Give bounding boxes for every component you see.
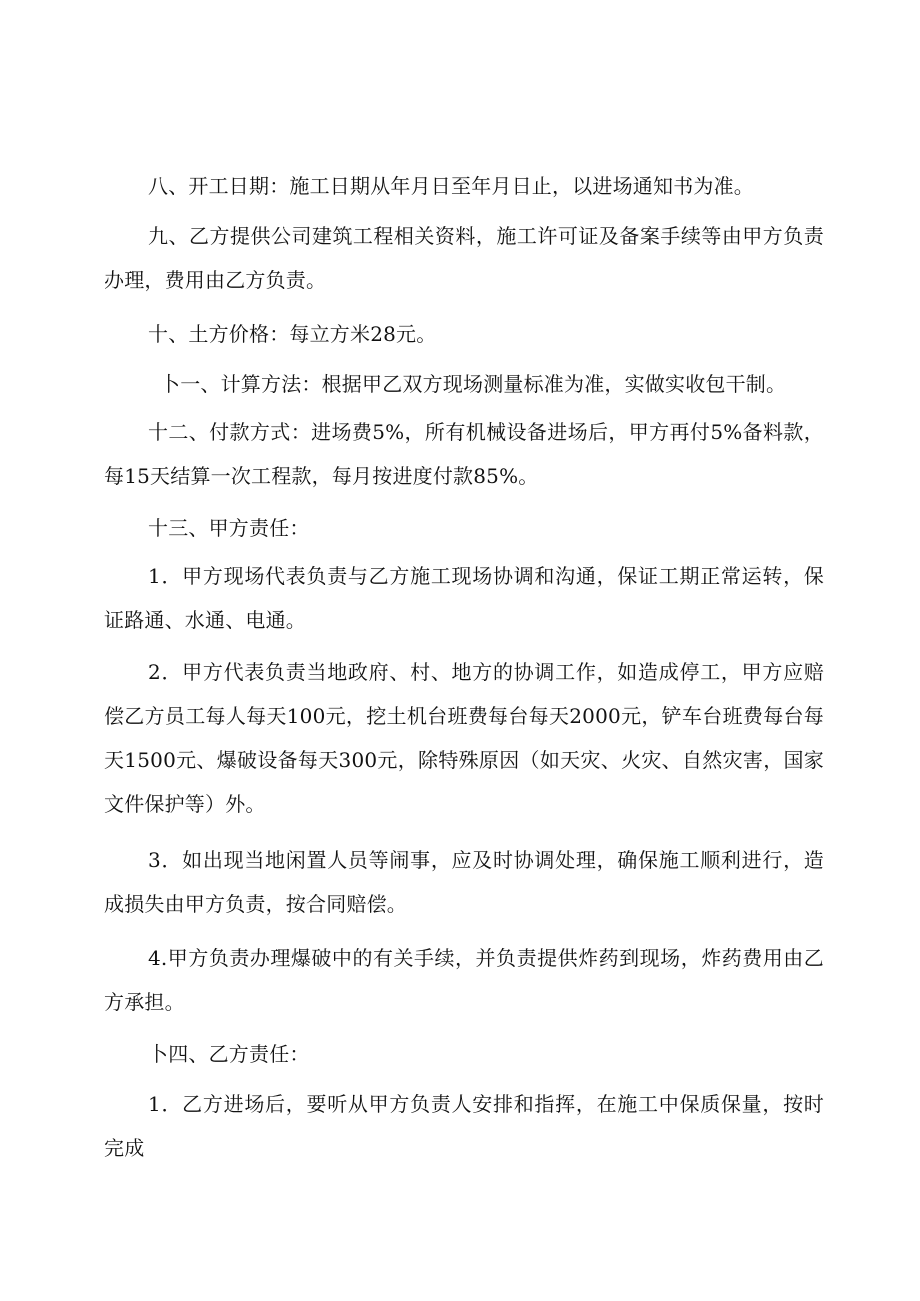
clause-10-earthwork-price: 十、土方价格：每立方米28元。 bbox=[148, 322, 437, 346]
clause-12-payment-method: 十二、付款方式：进场费5%，所有机械设备进场后，甲方再付5%备料款，每15天结算一次工程款，每月按进度付款85%。 bbox=[104, 420, 824, 488]
clause-13-party-a-heading: 十三、甲方责任： bbox=[148, 516, 310, 540]
party-a-item-3: 3．如出现当地闲置人员等闹事，应及时协调处理，确保施工顺利进行，造成损失由甲方负责，按合同赔偿。 bbox=[104, 848, 824, 916]
clause-11-calculation-method: 卜一、计算方法：根据甲乙双方现场测量标准为准，实做实收包干制。 bbox=[160, 372, 787, 396]
clause-14-party-b-heading: 卜四、乙方责任： bbox=[148, 1042, 310, 1066]
party-a-item-1: 1．甲方现场代表负责与乙方施工现场协调和沟通，保证工期正常运转，保证路通、水通、电通。 bbox=[104, 564, 824, 632]
party-a-item-4: 4.甲方负责办理爆破中的有关手续，并负责提供炸药到现场，炸药费用由乙方承担。 bbox=[104, 946, 824, 1014]
party-b-item-1: 1．乙方进场后，要听从甲方负责人安排和指挥，在施工中保质保量，按时完成 bbox=[104, 1092, 824, 1160]
party-a-item-2: 2．甲方代表负责当地政府、村、地方的协调工作，如造成停工，甲方应赔偿乙方员工每人每天100元，挖土机台班费每台每天2000元，铲车台班费每台每天1500元、爆破设备每天300元，除特殊原因（如天灾、火灾、自然灾害，国家文件保护等）外。 bbox=[104, 660, 824, 816]
clause-9-documents: 九、乙方提供公司建筑工程相关资料，施工许可证及备案手续等由甲方负责办理，费用由乙方负责。 bbox=[104, 224, 824, 292]
clause-8-start-date: 八、开工日期：施工日期从年月日至年月日止，以进场通知书为准。 bbox=[148, 174, 754, 198]
